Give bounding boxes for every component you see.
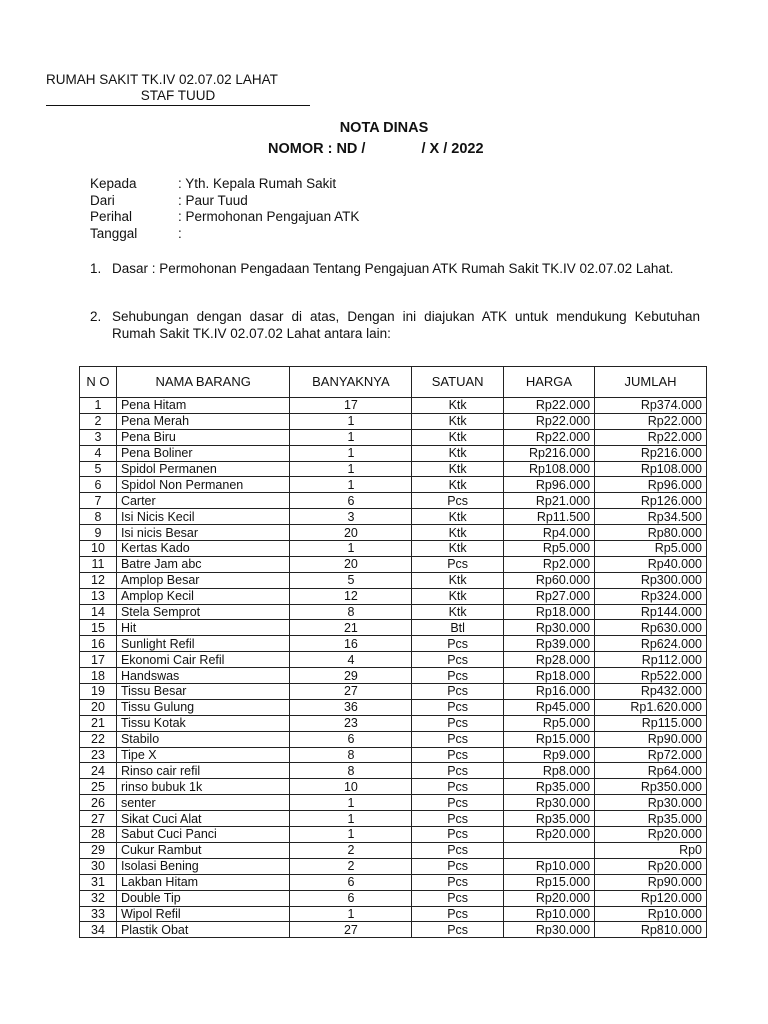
cell-price: Rp35.000: [503, 811, 594, 827]
table-row: [80, 827, 707, 843]
cell-price: Rp10.000: [503, 906, 594, 922]
cell-qty: 3: [290, 509, 412, 525]
cell-unit: Ktk: [412, 572, 503, 588]
cell-qty: 2: [290, 842, 412, 858]
cell-qty: 1: [290, 429, 412, 445]
cell-no: 25: [80, 779, 117, 795]
cell-no: 10: [80, 541, 117, 557]
cell-unit: Pcs: [412, 874, 503, 890]
table-row: [80, 906, 707, 922]
cell-qty: 4: [290, 652, 412, 668]
cell-total: Rp40.000: [595, 556, 707, 572]
cell-qty: 6: [290, 731, 412, 747]
cell-total: Rp374.000: [595, 398, 707, 414]
cell-no: 23: [80, 747, 117, 763]
cell-unit: Ktk: [412, 588, 503, 604]
table-row: [80, 556, 707, 572]
cell-no: 22: [80, 731, 117, 747]
cell-name: Tissu Kotak: [116, 715, 289, 731]
cell-total: Rp1.620.000: [595, 699, 707, 715]
cell-name: Spidol Non Permanen: [116, 477, 289, 493]
cell-name: Pena Merah: [116, 413, 289, 429]
header-no: N O: [80, 367, 117, 398]
meta-label: Dari: [90, 192, 115, 208]
cell-price: Rp45.000: [503, 699, 594, 715]
cell-no: 18: [80, 668, 117, 684]
cell-name: Carter: [116, 493, 289, 509]
table-row: [80, 572, 707, 588]
cell-qty: 6: [290, 493, 412, 509]
header-qty: BANYAKNYA: [290, 367, 412, 398]
meta-value: : Yth. Kepala Rumah Sakit: [178, 176, 337, 191]
table-row: [80, 636, 707, 652]
cell-name: Cukur Rambut: [116, 842, 289, 858]
cell-name: rinso bubuk 1k: [116, 779, 289, 795]
cell-name: Tipe X: [116, 747, 289, 763]
cell-no: 20: [80, 699, 117, 715]
cell-total: Rp624.000: [595, 636, 707, 652]
cell-total: Rp64.000: [595, 763, 707, 779]
table-row: [80, 525, 707, 541]
table-header-row: [80, 367, 707, 398]
table-row: [80, 413, 707, 429]
cell-no: 9: [80, 525, 117, 541]
paragraph-number: 2.: [90, 309, 102, 324]
meta-row: [90, 193, 359, 210]
cell-name: Pena Biru: [116, 429, 289, 445]
table-row: [80, 763, 707, 779]
cell-unit: Btl: [412, 620, 503, 636]
document-title: NOTA DINAS: [339, 120, 429, 136]
cell-no: 8: [80, 509, 117, 525]
cell-unit: Pcs: [412, 668, 503, 684]
table-row: [80, 890, 707, 906]
cell-qty: 1: [290, 795, 412, 811]
cell-unit: Pcs: [412, 827, 503, 843]
meta-value: : Paur Tuud: [178, 192, 248, 208]
meta-row: [90, 176, 359, 193]
cell-unit: Pcs: [412, 811, 503, 827]
cell-unit: Pcs: [412, 636, 503, 652]
cell-unit: Pcs: [412, 699, 503, 715]
table-row: [80, 922, 707, 938]
table-row: [80, 429, 707, 445]
cell-unit: Pcs: [412, 906, 503, 922]
cell-name: Hit: [116, 620, 289, 636]
table-row: [80, 398, 707, 414]
cell-total: Rp108.000: [595, 461, 707, 477]
cell-unit: Pcs: [412, 858, 503, 874]
cell-qty: 8: [290, 604, 412, 620]
cell-unit: Ktk: [412, 413, 503, 429]
cell-qty: 6: [290, 874, 412, 890]
cell-name: Tissu Besar: [116, 684, 289, 700]
cell-no: 16: [80, 636, 117, 652]
cell-price: Rp39.000: [503, 636, 594, 652]
cell-price: Rp16.000: [503, 684, 594, 700]
cell-name: Rinso cair refil: [116, 763, 289, 779]
cell-name: Amplop Kecil: [116, 588, 289, 604]
table-row: [80, 858, 707, 874]
cell-no: 12: [80, 572, 117, 588]
organization-header: [46, 72, 310, 106]
table-row: [80, 874, 707, 890]
cell-total: Rp90.000: [595, 731, 707, 747]
cell-qty: 2: [290, 858, 412, 874]
table-row: [80, 445, 707, 461]
cell-name: Sikat Cuci Alat: [116, 811, 289, 827]
document-number-suffix: / X / 2022: [421, 141, 484, 157]
cell-unit: Ktk: [412, 525, 503, 541]
cell-total: Rp96.000: [595, 477, 707, 493]
cell-price: Rp30.000: [503, 620, 594, 636]
cell-no: 7: [80, 493, 117, 509]
meta-row: [90, 226, 359, 243]
cell-price: Rp20.000: [503, 827, 594, 843]
cell-total: Rp30.000: [595, 795, 707, 811]
cell-unit: Ktk: [412, 604, 503, 620]
table-row: [80, 493, 707, 509]
cell-name: Handswas: [116, 668, 289, 684]
cell-total: Rp5.000: [595, 541, 707, 557]
cell-unit: Ktk: [412, 509, 503, 525]
table-row: [80, 668, 707, 684]
table-row: [80, 731, 707, 747]
paragraph-2: [90, 308, 700, 342]
header-price: HARGA: [503, 367, 594, 398]
table-row: [80, 747, 707, 763]
org-name: RUMAH SAKIT TK.IV 02.07.02 LAHAT: [46, 72, 278, 87]
cell-qty: 1: [290, 827, 412, 843]
cell-price: Rp21.000: [503, 493, 594, 509]
table-row: [80, 509, 707, 525]
cell-name: Sunlight Refil: [116, 636, 289, 652]
cell-price: [503, 842, 594, 858]
cell-total: Rp22.000: [595, 429, 707, 445]
cell-qty: 17: [290, 398, 412, 414]
cell-name: Tissu Gulung: [116, 699, 289, 715]
cell-name: Sabut Cuci Panci: [116, 827, 289, 843]
cell-unit: Pcs: [412, 556, 503, 572]
cell-price: Rp20.000: [503, 890, 594, 906]
cell-name: Batre Jam abc: [116, 556, 289, 572]
cell-unit: Ktk: [412, 445, 503, 461]
table-row: [80, 715, 707, 731]
table-row: [80, 684, 707, 700]
cell-total: Rp810.000: [595, 922, 707, 938]
meta-label: Tanggal: [90, 225, 138, 241]
cell-unit: Pcs: [412, 890, 503, 906]
table-row: [80, 620, 707, 636]
table-row: [80, 461, 707, 477]
cell-unit: Pcs: [412, 779, 503, 795]
meta-label: Perihal: [90, 209, 133, 224]
cell-unit: Pcs: [412, 795, 503, 811]
cell-name: Stela Semprot: [116, 604, 289, 620]
document-number-prefix: NOMOR : ND /: [268, 141, 366, 157]
meta-value: :: [178, 225, 182, 241]
cell-price: Rp15.000: [503, 731, 594, 747]
cell-total: Rp80.000: [595, 525, 707, 541]
cell-no: 29: [80, 842, 117, 858]
cell-total: Rp0: [595, 842, 707, 858]
cell-no: 21: [80, 715, 117, 731]
cell-price: Rp216.000: [503, 445, 594, 461]
cell-no: 3: [80, 429, 117, 445]
cell-qty: 29: [290, 668, 412, 684]
table-row: [80, 842, 707, 858]
cell-price: Rp35.000: [503, 779, 594, 795]
cell-no: 26: [80, 795, 117, 811]
cell-total: Rp144.000: [595, 604, 707, 620]
cell-total: Rp112.000: [595, 652, 707, 668]
cell-name: Isolasi Bening: [116, 858, 289, 874]
cell-name: Ekonomi Cair Refil: [116, 652, 289, 668]
cell-name: Pena Boliner: [116, 445, 289, 461]
cell-unit: Pcs: [412, 763, 503, 779]
table-row: [80, 541, 707, 557]
cell-no: 1: [80, 398, 117, 414]
cell-no: 15: [80, 620, 117, 636]
cell-total: Rp20.000: [595, 827, 707, 843]
table-row: [80, 811, 707, 827]
cell-qty: 1: [290, 811, 412, 827]
cell-name: Double Tip: [116, 890, 289, 906]
header-name: NAMA BARANG: [116, 367, 289, 398]
cell-price: Rp18.000: [503, 668, 594, 684]
cell-price: Rp2.000: [503, 556, 594, 572]
cell-qty: 20: [290, 556, 412, 572]
cell-total: Rp432.000: [595, 684, 707, 700]
cell-price: Rp15.000: [503, 874, 594, 890]
cell-unit: Pcs: [412, 493, 503, 509]
cell-name: Lakban Hitam: [116, 874, 289, 890]
cell-price: Rp5.000: [503, 715, 594, 731]
cell-qty: 8: [290, 747, 412, 763]
table-row: [80, 588, 707, 604]
cell-no: 32: [80, 890, 117, 906]
cell-qty: 21: [290, 620, 412, 636]
cell-qty: 36: [290, 699, 412, 715]
cell-total: Rp20.000: [595, 858, 707, 874]
cell-name: Kertas Kado: [116, 541, 289, 557]
cell-total: Rp126.000: [595, 493, 707, 509]
cell-price: Rp4.000: [503, 525, 594, 541]
cell-unit: Pcs: [412, 731, 503, 747]
table-row: [80, 795, 707, 811]
cell-qty: 27: [290, 684, 412, 700]
cell-total: Rp300.000: [595, 572, 707, 588]
cell-price: Rp5.000: [503, 541, 594, 557]
cell-no: 17: [80, 652, 117, 668]
header-unit: SATUAN: [412, 367, 503, 398]
cell-total: Rp522.000: [595, 668, 707, 684]
cell-unit: Pcs: [412, 922, 503, 938]
cell-qty: 1: [290, 477, 412, 493]
cell-price: Rp22.000: [503, 429, 594, 445]
table-row: [80, 652, 707, 668]
cell-unit: Pcs: [412, 715, 503, 731]
cell-no: 31: [80, 874, 117, 890]
cell-total: Rp90.000: [595, 874, 707, 890]
cell-qty: 23: [290, 715, 412, 731]
cell-price: Rp108.000: [503, 461, 594, 477]
org-unit: STAF TUUD: [46, 88, 310, 106]
cell-no: 4: [80, 445, 117, 461]
cell-no: 28: [80, 827, 117, 843]
cell-unit: Ktk: [412, 429, 503, 445]
cell-unit: Ktk: [412, 398, 503, 414]
cell-name: Plastik Obat: [116, 922, 289, 938]
cell-qty: 1: [290, 541, 412, 557]
table-row: [80, 604, 707, 620]
cell-name: senter: [116, 795, 289, 811]
cell-qty: 5: [290, 572, 412, 588]
cell-no: 19: [80, 684, 117, 700]
cell-no: 33: [80, 906, 117, 922]
cell-name: Isi nicis Besar: [116, 525, 289, 541]
cell-price: Rp10.000: [503, 858, 594, 874]
table-row: [80, 699, 707, 715]
cell-total: Rp324.000: [595, 588, 707, 604]
cell-qty: 6: [290, 890, 412, 906]
cell-price: Rp9.000: [503, 747, 594, 763]
cell-unit: Ktk: [412, 541, 503, 557]
cell-unit: Ktk: [412, 461, 503, 477]
cell-no: 34: [80, 922, 117, 938]
cell-price: Rp11.500: [503, 509, 594, 525]
cell-unit: Pcs: [412, 842, 503, 858]
cell-price: Rp27.000: [503, 588, 594, 604]
cell-price: Rp96.000: [503, 477, 594, 493]
cell-no: 5: [80, 461, 117, 477]
paragraph-text: Sehubungan dengan dasar di atas, Dengan ini diajukan ATK untuk mendukung Kebutuhan Rumah Sakit TK.IV 02.07.02 Lahat antara lain:: [112, 309, 700, 341]
cell-qty: 12: [290, 588, 412, 604]
cell-no: 6: [80, 477, 117, 493]
cell-unit: Pcs: [412, 747, 503, 763]
cell-qty: 1: [290, 445, 412, 461]
cell-no: 2: [80, 413, 117, 429]
cell-total: Rp35.000: [595, 811, 707, 827]
meta-value: : Permohonan Pengajuan ATK: [178, 209, 360, 224]
cell-name: Isi Nicis Kecil: [116, 509, 289, 525]
cell-unit: Pcs: [412, 652, 503, 668]
cell-total: Rp34.500: [595, 509, 707, 525]
cell-price: Rp18.000: [503, 604, 594, 620]
cell-qty: 8: [290, 763, 412, 779]
cell-total: Rp115.000: [595, 715, 707, 731]
cell-no: 13: [80, 588, 117, 604]
cell-price: Rp8.000: [503, 763, 594, 779]
cell-price: Rp22.000: [503, 398, 594, 414]
cell-qty: 1: [290, 461, 412, 477]
cell-name: Stabilo: [116, 731, 289, 747]
cell-price: Rp30.000: [503, 922, 594, 938]
cell-name: Wipol Refil: [116, 906, 289, 922]
cell-total: Rp22.000: [595, 413, 707, 429]
cell-total: Rp10.000: [595, 906, 707, 922]
cell-qty: 1: [290, 906, 412, 922]
paragraph-text: Dasar : Permohonan Pengadaan Tentang Pengajuan ATK Rumah Sakit TK.IV 02.07.02 Lahat.: [112, 261, 674, 276]
memo-meta: [90, 176, 359, 242]
cell-name: Amplop Besar: [116, 572, 289, 588]
items-table: [79, 366, 707, 938]
cell-no: 24: [80, 763, 117, 779]
cell-price: Rp60.000: [503, 572, 594, 588]
cell-unit: Pcs: [412, 684, 503, 700]
cell-no: 30: [80, 858, 117, 874]
meta-label: Kepada: [90, 176, 137, 191]
cell-price: Rp22.000: [503, 413, 594, 429]
cell-total: Rp216.000: [595, 445, 707, 461]
paragraph-1: [90, 260, 700, 277]
document-number: [268, 141, 484, 157]
cell-price: Rp30.000: [503, 795, 594, 811]
cell-name: Pena Hitam: [116, 398, 289, 414]
meta-row: [90, 209, 359, 226]
cell-no: 27: [80, 811, 117, 827]
cell-qty: 1: [290, 413, 412, 429]
cell-no: 14: [80, 604, 117, 620]
cell-total: Rp350.000: [595, 779, 707, 795]
cell-total: Rp120.000: [595, 890, 707, 906]
cell-unit: Ktk: [412, 477, 503, 493]
cell-qty: 10: [290, 779, 412, 795]
cell-name: Spidol Permanen: [116, 461, 289, 477]
cell-total: Rp630.000: [595, 620, 707, 636]
table-body: [80, 398, 707, 938]
header-total: JUMLAH: [595, 367, 707, 398]
cell-price: Rp28.000: [503, 652, 594, 668]
cell-qty: 20: [290, 525, 412, 541]
table-row: [80, 477, 707, 493]
cell-no: 11: [80, 556, 117, 572]
table-row: [80, 779, 707, 795]
cell-total: Rp72.000: [595, 747, 707, 763]
paragraph-number: 1.: [90, 261, 102, 276]
cell-qty: 27: [290, 922, 412, 938]
cell-qty: 16: [290, 636, 412, 652]
